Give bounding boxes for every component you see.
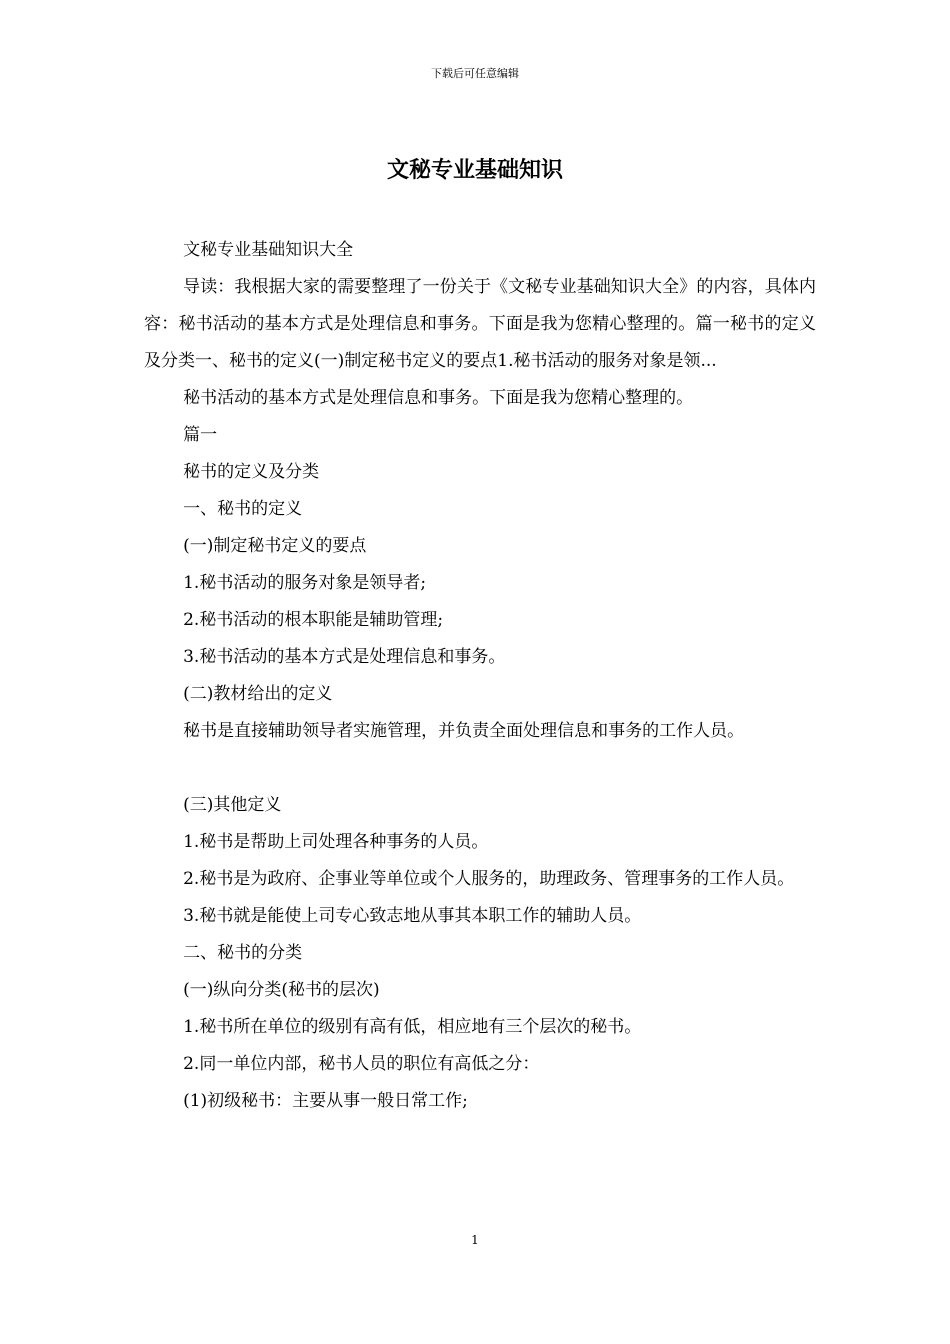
document-title: 文秘专业基础知识 — [386, 158, 563, 183]
paragraph: 秘书活动的基本方式是处理信息和事务。下面是我为您精心整理的。 — [183, 388, 694, 408]
paragraph: 文秘专业基础知识大全 — [183, 240, 354, 260]
paragraph: 篇一 — [183, 425, 218, 445]
paragraph: (一)纵向分类(秘书的层次) — [183, 980, 380, 1000]
paragraph: 一、秘书的定义 — [183, 499, 303, 519]
paragraph: 2.秘书是为政府、企事业等单位或个人服务的，助理政务、管理事务的工作人员。 — [183, 869, 795, 889]
document-body — [144, 232, 816, 1120]
paragraph: (一)制定秘书定义的要点 — [183, 536, 367, 556]
paragraph: 1.秘书是帮助上司处理各种事务的人员。 — [183, 832, 489, 852]
paragraph: 2.同一单位内部，秘书人员的职位有高低之分： — [183, 1054, 540, 1074]
paragraph: (二)教材给出的定义 — [183, 684, 333, 704]
paragraph: 3.秘书就是能使上司专心致志地从事其本职工作的辅助人员。 — [183, 906, 642, 926]
paragraph: 1.秘书活动的服务对象是领导者; — [183, 573, 427, 593]
page-header-note: 下载后可任意编辑 — [431, 67, 519, 80]
paragraph: 1.秘书所在单位的级别有高有低，相应地有三个层次的秘书。 — [183, 1017, 642, 1037]
paragraph: (三)其他定义 — [183, 795, 282, 815]
paragraph: 3.秘书活动的基本方式是处理信息和事务。 — [183, 647, 506, 667]
page-number: 1 — [471, 1233, 479, 1247]
blank-line — [144, 750, 816, 787]
paragraph: (1)初级秘书：主要从事一般日常工作; — [183, 1091, 468, 1111]
paragraph: 秘书的定义及分类 — [183, 462, 320, 482]
paragraph: 导读：我根据大家的需要整理了一份关于《文秘专业基础知识大全》的内容，具体内容：秘书活动的基本方式是处理信息和事务。下面是我为您精心整理的。篇一秘书的定义及分类一、秘书的定义(一)制定秘书定义的要点1.秘书活动的服务对象是领... — [144, 277, 816, 371]
paragraph: 2.秘书活动的根本职能是辅助管理; — [183, 610, 444, 630]
paragraph: 二、秘书的分类 — [183, 943, 303, 963]
paragraph: 秘书是直接辅助领导者实施管理，并负责全面处理信息和事务的工作人员。 — [183, 721, 745, 741]
